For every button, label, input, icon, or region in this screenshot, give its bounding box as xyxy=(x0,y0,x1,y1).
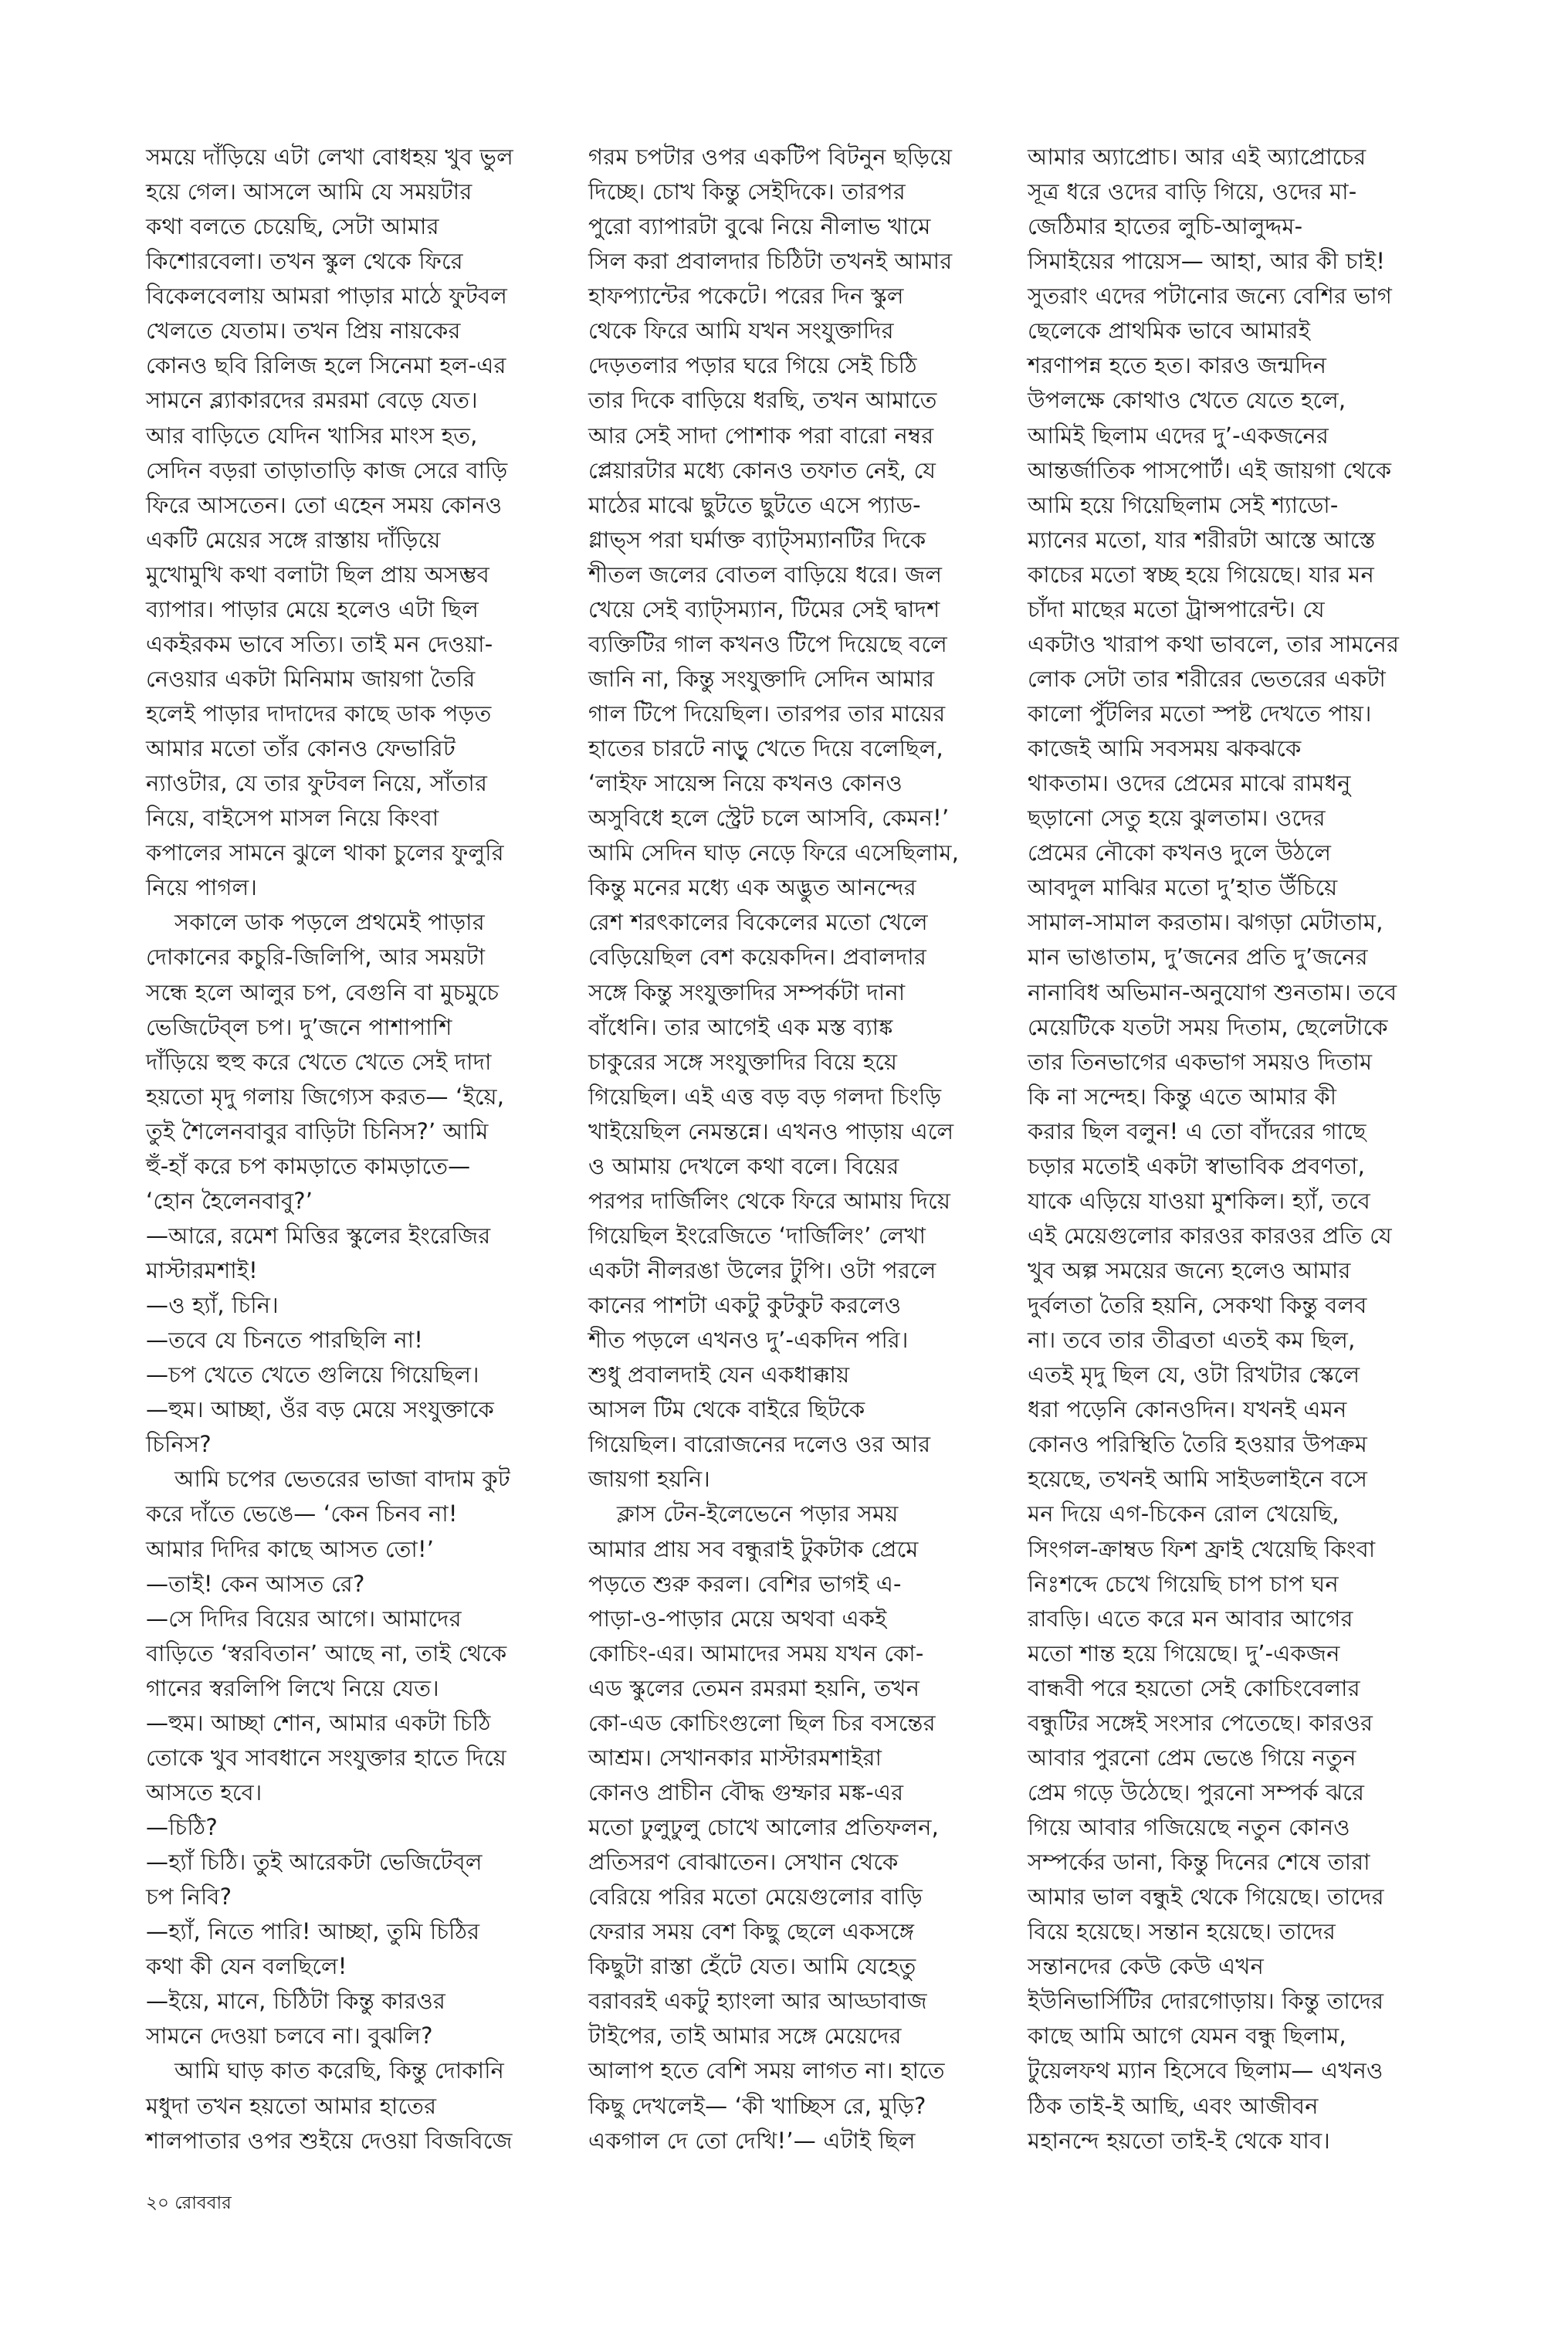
text-line: আলাপ হতে বেশি সময় লাগত না। হাতে xyxy=(588,2057,945,2084)
text-line: মুখোমুখি কথা বলাটা ছিল প্রায় অসম্ভব xyxy=(146,561,489,588)
text-line: সামাল-সামাল করতাম। ঝগড়া মেটাতাম, xyxy=(1028,909,1383,936)
text-line: শীত পড়লে এখনও দু’-একদিন পরি। xyxy=(588,1327,909,1354)
text-line: আবার পুরনো প্রেম ভেঙে গিয়ে নতুন xyxy=(1028,1744,1356,1771)
text-line: হলেই পাড়ার দাদাদের কাছে ডাক পড়ত xyxy=(146,700,492,727)
text-line: সম্পর্কের ডানা, কিন্তু দিনের শেষে তারা xyxy=(1028,1849,1370,1876)
text-line: সামনে দেওয়া চলবে না। বুঝলি? xyxy=(146,2023,433,2050)
text-line: কালো পুঁটলির মতো স্পষ্ট দেখতে পায়। xyxy=(1028,700,1372,727)
text-line: কো-এড কোচিংগুলো ছিল চির বসন্তের xyxy=(588,1709,936,1736)
text-column-1 xyxy=(146,140,563,2158)
text-line: কোনও ছবি রিলিজ হলে সিনেমা হল-এর xyxy=(146,352,506,379)
text-line: দাঁড়িয়ে হুহু করে খেতে খেতে সেই দাদা xyxy=(146,1048,492,1075)
text-line: হুঁ-হাঁ করে চপ কামড়াতে কামড়াতে— xyxy=(146,1152,471,1179)
text-line: —হ্যাঁ চিঠি। তুই আরেকটা ভেজিটেব্‌ল xyxy=(146,1849,483,1876)
text-line: চড়ার মতোই একটা স্বাভাবিক প্রবণতা, xyxy=(1028,1152,1366,1179)
text-line: দুর্বলতা তৈরি হয়নি, সেকথা কিন্তু বলব xyxy=(1028,1292,1367,1319)
text-line: গ্লাভ্‌স পরা ঘর্মাক্ত ব্যাট্‌সম্যানটির দিকে xyxy=(588,526,926,553)
text-line: আন্তর্জাতিক পাসপোর্ট। এই জায়গা থেকে xyxy=(1028,456,1392,483)
text-line: আসতে হবে। xyxy=(146,1778,262,1806)
text-line: ভেজিটেব্‌ল চপ। দু’জনে পাশাপাশি xyxy=(146,1013,452,1040)
text-line: গিয়েছিল। এই এত্ত বড় বড় গলদা চিংড়ি xyxy=(588,1083,942,1110)
text-line: থাকতাম। ওদের প্রেমের মাঝে রামধনু xyxy=(1028,770,1351,797)
text-line: পড়তে শুরু করল। বেশির ভাগই এ- xyxy=(588,1570,902,1597)
text-line: একগাল দে তো দেখি!’— এটাই ছিল xyxy=(588,2127,916,2154)
text-line: প্লেয়ারটার মধ্যে কোনও তফাত নেই, যে xyxy=(588,456,936,483)
text-line: তার দিকে বাড়িয়ে ধরছি, তখন আমাতে xyxy=(588,387,937,414)
text-line: সন্ধে হলে আলুর চপ, বেগুনি বা মুচমুচে xyxy=(146,978,500,1005)
text-line: করে দাঁতে ভেঙে— ‘কেন চিনব না! xyxy=(146,1500,458,1527)
text-line: বিকেলবেলায় আমরা পাড়ার মাঠে ফুটবল xyxy=(146,283,508,310)
text-line: দেড়তলার পড়ার ঘরে গিয়ে সেই চিঠি xyxy=(588,352,917,379)
text-line: মাস্টারমশাই! xyxy=(146,1257,258,1283)
text-line: করার ছিল বলুন! এ তো বাঁদরের গাছে xyxy=(1028,1117,1366,1144)
text-line: ফেরার সময় বেশ কিছু ছেলে একসঙ্গে xyxy=(588,1918,915,1945)
text-line: মাঠের মাঝে ছুটতে ছুটতে এসে প্যাড- xyxy=(588,491,921,518)
text-line: চাকুরের সঙ্গে সংযুক্তাদির বিয়ে হয়ে xyxy=(588,1048,898,1075)
text-line: ছড়ানো সেতু হয়ে ঝুলতাম। ওদের xyxy=(1028,805,1326,832)
text-line: ঠিক তাই-ই আছি, এবং আজীবন xyxy=(1028,2092,1319,2119)
text-line: আর সেই সাদা পোশাক পরা বারো নম্বর xyxy=(588,422,934,449)
text-line: আমি হয়ে গিয়েছিলাম সেই শ্যাডো- xyxy=(1028,491,1339,518)
text-line: এতই মৃদু ছিল যে, ওটা রিখটার স্কেলে xyxy=(1028,1361,1360,1388)
text-line: ‘হোন হৈলেনবাবু?’ xyxy=(146,1187,313,1214)
text-line: থেকে ফিরে আমি যখন সংযুক্তাদির xyxy=(588,317,894,344)
text-line: চিনিস? xyxy=(146,1431,212,1458)
text-line: মেয়েটিকে যতটা সময় দিতাম, ছেলেটাকে xyxy=(1028,1013,1388,1040)
text-line: এড স্কুলের তেমন রমরমা হয়নি, তখন xyxy=(588,1674,920,1701)
text-line: —ও হ্যাঁ, চিনি। xyxy=(146,1292,279,1319)
text-line: খেয়ে সেই ব্যাট্‌সম্যান, টিমের সেই দ্বাদশ xyxy=(588,595,940,622)
page-number: ২০ xyxy=(146,2193,169,2213)
text-line: আমিই ছিলাম এদের দু’-একজনের xyxy=(1028,422,1329,449)
text-line: আমার ভাল বন্ধুই থেকে গিয়েছে। তাদের xyxy=(1028,1884,1384,1911)
text-line: সিমাইয়ের পায়েস— আহা, আর কী চাই! xyxy=(1028,248,1386,275)
text-line: পুরো ব্যাপারটা বুঝে নিয়ে নীলাভ খামে xyxy=(588,213,931,240)
text-line: বাড়িতে ‘স্বরবিতান’ আছে না, তাই থেকে xyxy=(146,1639,507,1667)
text-line: আমার মতো তাঁর কোনও ফেভারিট xyxy=(146,735,455,762)
text-line: লোক সেটা তার শরীরের ভেতরের একটা xyxy=(1028,665,1387,692)
text-line: কথা বলতে চেয়েছি, সেটা আমার xyxy=(146,213,439,240)
text-line: গিয়েছিল। বারোজনের দলেও ওর আর xyxy=(588,1431,931,1458)
text-line: মান ভাঙাতাম, দু’জনের প্রতি দু’জনের xyxy=(1028,944,1368,971)
text-line: হাতের চারটে নাড়ু খেতে দিয়ে বলেছিল, xyxy=(588,735,943,762)
text-line: কিছু দেখলেই— ‘কী খাচ্ছিস রে, মুড়ি? xyxy=(588,2092,926,2119)
text-line: বাঁধেনি। তার আগেই এক মস্ত ব্যাঙ্ক xyxy=(588,1013,893,1040)
text-line: আমার দিদির কাছে আসত তো!’ xyxy=(146,1535,435,1562)
text-line: মন দিয়ে এগ-চিকেন রোল খেয়েছি, xyxy=(1028,1500,1339,1527)
text-line: মহানন্দে হয়তো তাই-ই থেকে যাব। xyxy=(1028,2127,1330,2154)
text-line: কথা কী যেন বলছিলে! xyxy=(146,1953,347,1980)
text-line: মতো শান্ত হয়ে গিয়েছে। দু’-একজন xyxy=(1028,1639,1340,1667)
text-line: আর বাড়িতে যেদিন খাসির মাংস হত, xyxy=(146,422,478,449)
text-line: সুতরাং এদের পটানোর জন্যে বেশির ভাগ xyxy=(1028,283,1393,310)
text-line: শুধু প্রবালদাই যেন একধাক্কায় xyxy=(588,1361,850,1388)
text-line: জেঠিমার হাতের লুচি-আলুদ্দম- xyxy=(1028,213,1303,240)
text-line: ব্যাপার। পাড়ার মেয়ে হলেও এটা ছিল xyxy=(146,595,479,622)
text-line: প্রেমের নৌকো কখনও দুলে উঠলে xyxy=(1028,839,1332,866)
text-line: উপলক্ষে কোথাও খেতে যেতে হলে, xyxy=(1028,387,1346,414)
paragraph-first-line: আমি চপের ভেতরের ভাজা বাদাম কুট xyxy=(174,1466,510,1493)
text-line: মধুদা তখন হয়তো আমার হাতের xyxy=(146,2092,437,2119)
text-line: বরাবরই একটু হ্যাংলা আর আড্ডাবাজ xyxy=(588,1988,927,2015)
text-line: ফিরে আসতেন। তো এহেন সময় কোনও xyxy=(146,491,503,518)
text-line: কাচের মতো স্বচ্ছ হয়ে গিয়েছে। যার মন xyxy=(1028,561,1374,588)
text-line: গাল টিপে দিয়েছিল। তারপর তার মায়ের xyxy=(588,700,946,727)
text-line: দিচ্ছে। চোখ কিন্তু সেইদিকে। তারপর xyxy=(588,178,906,205)
text-line: শরণাপন্ন হতে হত। কারও জন্মদিন xyxy=(1028,352,1327,379)
text-line: নেওয়ার একটা মিনিমাম জায়গা তৈরি xyxy=(146,665,476,692)
text-line: ও আমায় দেখলে কথা বলে। বিয়ের xyxy=(588,1152,899,1179)
text-line: জায়গা হয়নি। xyxy=(588,1466,710,1493)
text-line: ন্যাওটার, যে তার ফুটবল নিয়ে, সাঁতার xyxy=(146,770,488,797)
text-line: একইরকম ভাবে সত্যি। তাই মন দেওয়া- xyxy=(146,630,493,657)
text-line: এই মেয়েগুলোর কারওর কারওর প্রতি যে xyxy=(1028,1222,1392,1249)
text-line: নিয়ে, বাইসেপ মাসল নিয়ে কিংবা xyxy=(146,805,439,832)
text-line: সিংগল-ক্রাম্বড ফিশ ফ্রাই খেয়েছি কিংবা xyxy=(1028,1535,1376,1562)
text-line: নিয়ে পাগল। xyxy=(146,874,258,901)
text-line: বেড়িয়েছিল বেশ কয়েকদিন। প্রবালদার xyxy=(588,944,926,971)
text-line: প্রেম গড়ে উঠেছে। পুরনো সম্পর্ক ঝরে xyxy=(1028,1778,1365,1806)
text-line: সঙ্গে কিন্তু সংযুক্তাদির সম্পর্কটা দানা xyxy=(588,978,906,1005)
text-line: নিঃশব্দে চেখে গিয়েছি চাপ চাপ ঘন xyxy=(1028,1570,1339,1597)
text-line: খেলতে যেতাম। তখন প্রিয় নায়কের xyxy=(146,317,461,344)
text-line: সময়ে দাঁড়িয়ে এটা লেখা বোধহয় খুব ভুল xyxy=(146,144,513,170)
text-line: —তাই! কেন আসত রে? xyxy=(146,1570,365,1597)
paragraph-first-line: ক্লাস টেন-ইলেভেনে পড়ার সময় xyxy=(617,1500,899,1527)
text-line: সূত্র ধরে ওদের বাড়ি গিয়ে, ওদের মা- xyxy=(1028,178,1357,205)
text-line: আমার প্রায় সব বন্ধুরাই টুকটাক প্রেমে xyxy=(588,1535,919,1562)
text-line: টুয়েলফথ ম্যান হিসেবে ছিলাম— এখনও xyxy=(1028,2057,1383,2084)
text-line: বিয়ে হয়েছে। সন্তান হয়েছে। তাদের xyxy=(1028,1918,1336,1945)
text-line: নানাবিধ অভিমান-অনুযোগ শুনতাম। তবে xyxy=(1028,978,1397,1005)
text-line: ‘লাইফ সায়েন্স নিয়ে কখনও কোনও xyxy=(588,770,903,797)
text-line: সামনে ব্ল্যাকারদের রমরমা বেড়ে যেত। xyxy=(146,387,478,414)
text-line: একটি মেয়ের সঙ্গে রাস্তায় দাঁড়িয়ে xyxy=(146,526,441,553)
text-line: কাজেই আমি সবসময় ঝকঝকে xyxy=(1028,735,1302,762)
text-column-3 xyxy=(1028,140,1444,2158)
text-line: সেদিন বড়রা তাড়াতাড়ি কাজ সেরে বাড়ি xyxy=(146,456,508,483)
paragraph-first-line: সকালে ডাক পড়লে প্রথমেই পাড়ার xyxy=(174,909,485,936)
page-footer xyxy=(146,2190,232,2216)
text-line: কি না সন্দেহ। কিন্তু এতে আমার কী xyxy=(1028,1083,1337,1110)
text-line: তোকে খুব সাবধানে সংযুক্তার হাতে দিয়ে xyxy=(146,1744,506,1771)
text-line: না। তবে তার তীব্রতা এতই কম ছিল, xyxy=(1028,1327,1356,1354)
text-line: প্রতিসরণ বোঝাতেন। সেখান থেকে xyxy=(588,1849,899,1876)
text-line: কোনও পরিস্থিতি তৈরি হওয়ার উপক্রম xyxy=(1028,1431,1368,1458)
text-line: অসুবিধে হলে স্ট্রেট চলে আসবি, কেমন!’ xyxy=(588,805,950,832)
text-line: ব্যক্তিটির গাল কখনও টিপে দিয়েছে বলে xyxy=(588,630,947,657)
text-line: হয়েছে, তখনই আমি সাইডলাইনে বসে xyxy=(1028,1466,1368,1493)
text-line: ধরা পড়েনি কোনওদিন। যখনই এমন xyxy=(1028,1396,1347,1423)
text-line: বান্ধবী পরে হয়তো সেই কোচিংবেলার xyxy=(1028,1674,1360,1701)
text-line: চপ নিবি? xyxy=(146,1884,232,1911)
publication-name: রোববার xyxy=(174,2193,232,2213)
text-line: পরপর দার্জিলিং থেকে ফিরে আমায় দিয়ে xyxy=(588,1187,951,1214)
text-line: শীতল জলের বোতল বাড়িয়ে ধরে। জল xyxy=(588,561,943,588)
text-line: ইউনিভার্সিটির দোরগোড়ায়। কিন্তু তাদের xyxy=(1028,1988,1384,2015)
text-line: ম্যানের মতো, যার শরীরটা আস্তে আস্তে xyxy=(1028,526,1376,553)
text-line: কিছুটা রাস্তা হেঁটে যেত। আমি যেহেতু xyxy=(588,1953,916,1980)
text-line: বেরিয়ে পরির মতো মেয়েগুলোর বাড়ি xyxy=(588,1884,923,1911)
text-line: তুই শৈলেনবাবুর বাড়িটা চিনিস?’ আমি xyxy=(146,1117,489,1144)
text-line: হয়ে গেল। আসলে আমি যে সময়টার xyxy=(146,178,472,205)
text-line: যাকে এড়িয়ে যাওয়া মুশকিল। হ্যাঁ, তবে xyxy=(1028,1187,1370,1214)
text-line: রাবড়ি। এতে করে মন আবার আগের xyxy=(1028,1605,1353,1632)
text-line: ছেলেকে প্রাথমিক ভাবে আমারই xyxy=(1028,317,1311,344)
text-line: —সে দিদির বিয়ের আগে। আমাদের xyxy=(146,1605,462,1632)
text-line: গরম চপটার ওপর একটিপ বিটনুন ছড়িয়ে xyxy=(588,144,953,170)
text-line: খুব অল্প সময়ের জন্যে হলেও আমার xyxy=(1028,1257,1351,1283)
paragraph-first-line: আমি ঘাড় কাত করেছি, কিন্তু দোকানি xyxy=(174,2057,505,2084)
text-line: হাফপ্যান্টের পকেটে। পরের দিন স্কুল xyxy=(588,283,904,310)
text-line: একটা নীলরঙা উলের টুপি। ওটা পরলে xyxy=(588,1257,936,1283)
text-line: চাঁদা মাছের মতো ট্রান্সপারেন্ট। যে xyxy=(1028,595,1325,622)
text-line: আমি সেদিন ঘাড় নেড়ে ফিরে এসেছিলাম, xyxy=(588,839,960,866)
text-line: —হুম। আচ্ছা, ওঁর বড় মেয়ে সংযুক্তাকে xyxy=(146,1396,495,1423)
text-line: আসল টিম থেকে বাইরে ছিটকে xyxy=(588,1396,865,1423)
text-line: —চিঠি? xyxy=(146,1814,218,1840)
text-line: গানের স্বরলিপি লিখে নিয়ে যেত। xyxy=(146,1674,439,1701)
text-column-2 xyxy=(588,140,1005,2158)
text-line: —তবে যে চিনতে পারছিলি না! xyxy=(146,1327,424,1354)
text-line: আশ্রম। সেখানকার মাস্টারমশাইরা xyxy=(588,1744,882,1771)
text-line: হয়তো মৃদু গলায় জিগ্যেস করত— ‘ইয়ে, xyxy=(146,1083,505,1110)
text-line: গিয়েছিল ইংরেজিতে ‘দার্জিলিং’ লেখা xyxy=(588,1222,926,1249)
text-line: জানি না, কিন্তু সংযুক্তাদি সেদিন আমার xyxy=(588,665,935,692)
text-line: কপালের সামনে ঝুলে থাকা চুলের ফুলুরি xyxy=(146,839,504,866)
text-line: মতো ঢুলুঢুলু চোখে আলোর প্রতিফলন, xyxy=(588,1814,940,1840)
text-line: বন্ধুটির সঙ্গেই সংসার পেতেছে। কারওর xyxy=(1028,1709,1373,1736)
text-line: খাইয়েছিল নেমন্তন্নে। এখনও পাড়ায় এলে xyxy=(588,1117,954,1144)
text-line: কোনও প্রাচীন বৌদ্ধ গুম্ফার মঙ্ক-এর xyxy=(588,1778,904,1806)
text-line: সিল করা প্রবালদার চিঠিটা তখনই আমার xyxy=(588,248,953,275)
text-line: —ইয়ে, মানে, চিঠিটা কিন্তু কারওর xyxy=(146,1988,446,2015)
text-line: দোকানের কচুরি-জিলিপি, আর সময়টা xyxy=(146,944,486,971)
text-line: শালপাতার ওপর শুইয়ে দেওয়া বিজবিজে xyxy=(146,2127,513,2154)
text-line: আমার অ্যাপ্রোচ। আর এই অ্যাপ্রোচের xyxy=(1028,144,1366,170)
text-line: আবদুল মাঝির মতো দু’হাত উঁচিয়ে xyxy=(1028,874,1338,901)
text-line: —হ্যাঁ, নিতে পারি! আচ্ছা, তুমি চিঠির xyxy=(146,1918,480,1945)
text-line: গিয়ে আবার গজিয়েছে নতুন কোনও xyxy=(1028,1814,1350,1840)
text-line: কিন্তু মনের মধ্যে এক অদ্ভুত আনন্দের xyxy=(588,874,916,901)
text-line: কাছে আমি আগে যেমন বন্ধু ছিলাম, xyxy=(1028,2023,1346,2050)
text-line: কিশোরবেলা। তখন স্কুল থেকে ফিরে xyxy=(146,248,463,275)
text-line: পাড়া-ও-পাড়ার মেয়ে অথবা একই xyxy=(588,1605,887,1632)
text-line: —আরে, রমেশ মিত্তির স্কুলের ইংরেজির xyxy=(146,1222,491,1249)
text-line: কোচিং-এর। আমাদের সময় যখন কো- xyxy=(588,1639,924,1667)
text-line: সন্তানদের কেউ কেউ এখন xyxy=(1028,1953,1265,1980)
text-line: —চপ খেতে খেতে গুলিয়ে গিয়েছিল। xyxy=(146,1361,479,1388)
text-line: টাইপের, তাই আমার সঙ্গে মেয়েদের xyxy=(588,2023,902,2050)
text-line: রেশ শরৎকালের বিকেলের মতো খেলে xyxy=(588,909,928,936)
text-line: কানের পাশটা একটু কুটকুট করলেও xyxy=(588,1292,902,1319)
text-line: তার তিনভাগের একভাগ সময়ও দিতাম xyxy=(1028,1048,1373,1075)
text-line: একটাও খারাপ কথা ভাবলে, তার সামনের xyxy=(1028,630,1400,657)
text-line: —হুম। আচ্ছা শোন, আমার একটা চিঠি xyxy=(146,1709,491,1736)
